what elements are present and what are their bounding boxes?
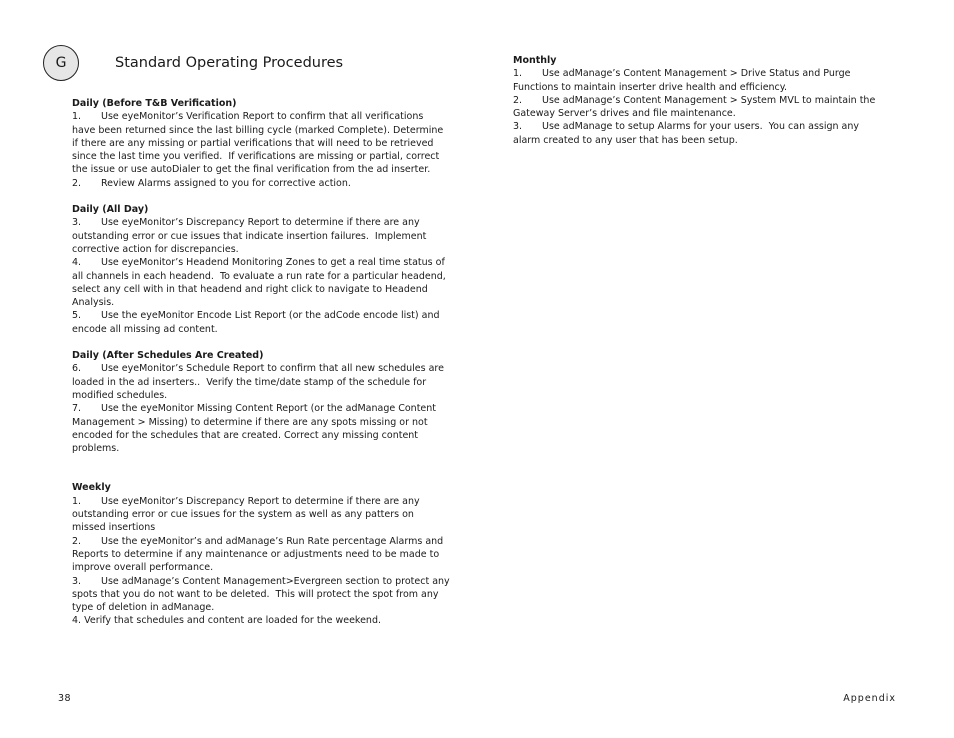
procedure-section	[513, 54, 885, 147]
item-text: Use adManage to setup Alarms for your users. You can assign any alarm created to any user that has been setup.	[513, 121, 860, 146]
procedure-item	[513, 94, 885, 121]
item-number: 3.	[72, 575, 82, 587]
item-number: 6.	[72, 363, 82, 375]
section-heading: Weekly	[72, 482, 111, 494]
procedure-section	[72, 203, 458, 336]
item-number: 5.	[72, 310, 82, 322]
procedure-item	[72, 256, 458, 309]
item-number: 2.	[72, 177, 82, 189]
left-column	[72, 97, 458, 641]
section-badge-letter: G	[55, 55, 67, 71]
item-text: Use eyeMonitor’s Verification Report to confirm that all verifications have been returned since the last billing cycle (marked Complete). Determine if there are any missing or partial verifications that will need to be retrieved since the last time you verified. If verifications are missing or partial, correct the issue or use autoDialer to get the final verification from the ad inserter.	[72, 111, 444, 176]
item-text: Use adManage’s Content Management > Drive Status and Purge Functions to maintain inserter drive health and efficiency.	[513, 68, 851, 93]
procedure-item	[72, 495, 458, 535]
item-number: 1.	[72, 111, 82, 123]
procedure-item	[72, 110, 458, 176]
item-number: 2.	[513, 94, 523, 106]
footer-section-name: Appendix	[843, 693, 896, 704]
item-text: Use the eyeMonitor Missing Content Report (or the adManage Content Management > Missing) to determine if there are any spots missing or not encoded for the schedules that are created. Correct any missing content problems.	[72, 403, 437, 455]
item-number: 3.	[513, 121, 523, 133]
procedure-item	[72, 614, 458, 627]
item-number: 4.	[72, 257, 82, 269]
page-title: Standard Operating Procedures	[115, 55, 344, 71]
procedure-item	[72, 535, 458, 575]
procedure-item	[72, 362, 458, 402]
item-text: Use eyeMonitor’s Headend Monitoring Zones to get a real time status of all channels in each headend. To evaluate a run rate for a particular headend, select any cell with in that headend and right click to navigate to Headend Analysis.	[72, 257, 446, 309]
item-text: Use adManage’s Content Management > System MVL to maintain the Gateway Server’s drives and file maintenance.	[513, 94, 876, 120]
procedure-item	[72, 402, 458, 455]
section-heading: Monthly	[513, 55, 557, 66]
section-badge	[43, 45, 79, 81]
item-text: Use the eyeMonitor Encode List Report (or the adCode encode list) and encode all missing ad content.	[72, 310, 440, 335]
procedure-item	[72, 575, 458, 615]
section-heading: Daily (Before T&B Verification)	[72, 98, 237, 109]
procedure-item	[72, 309, 458, 336]
procedure-section	[72, 349, 458, 455]
item-number: 1.	[72, 495, 82, 507]
procedure-section	[72, 481, 458, 627]
item-text: Use adManage’s Content Management>Evergreen section to protect any spots that you do not want to be deleted. This will protect the spot from any type of deletion in adManage.	[72, 575, 450, 614]
procedure-item	[72, 177, 458, 190]
procedure-item	[513, 120, 885, 147]
item-text: Use eyeMonitor’s Discrepancy Report to determine if there are any outstanding error or cue issues for the system as well as any patters on missed insertions	[72, 495, 420, 534]
item-text: Use eyeMonitor’s Discrepancy Report to determine if there are any outstanding error or cue issues that indicate insertion failures. Implement corrective action for discrepancies.	[72, 217, 427, 255]
page-number: 38	[58, 693, 72, 704]
item-number: 2.	[72, 535, 82, 547]
item-number: 7.	[72, 403, 82, 415]
procedure-section	[72, 97, 458, 190]
item-text: Use the eyeMonitor’s and adManage’s Run Rate percentage Alarms and Reports to determine if any maintenance or adjustments need to be made to improve overall performance.	[72, 535, 444, 574]
procedure-item	[72, 216, 458, 256]
item-number: 3.	[72, 217, 82, 229]
item-text: Use eyeMonitor’s Schedule Report to confirm that all new schedules are loaded in the ad inserters.. Verify the time/date stamp of the schedule for modified schedules.	[72, 363, 444, 401]
item-number: 1.	[513, 68, 523, 80]
item-text: 4. Verify that schedules and content are loaded for the weekend.	[72, 615, 382, 627]
procedure-item	[513, 67, 885, 94]
section-heading: Daily (All Day)	[72, 204, 149, 216]
item-text: Review Alarms assigned to you for corrective action.	[101, 177, 351, 189]
right-column	[513, 54, 885, 160]
section-heading: Daily (After Schedules Are Created)	[72, 350, 264, 362]
